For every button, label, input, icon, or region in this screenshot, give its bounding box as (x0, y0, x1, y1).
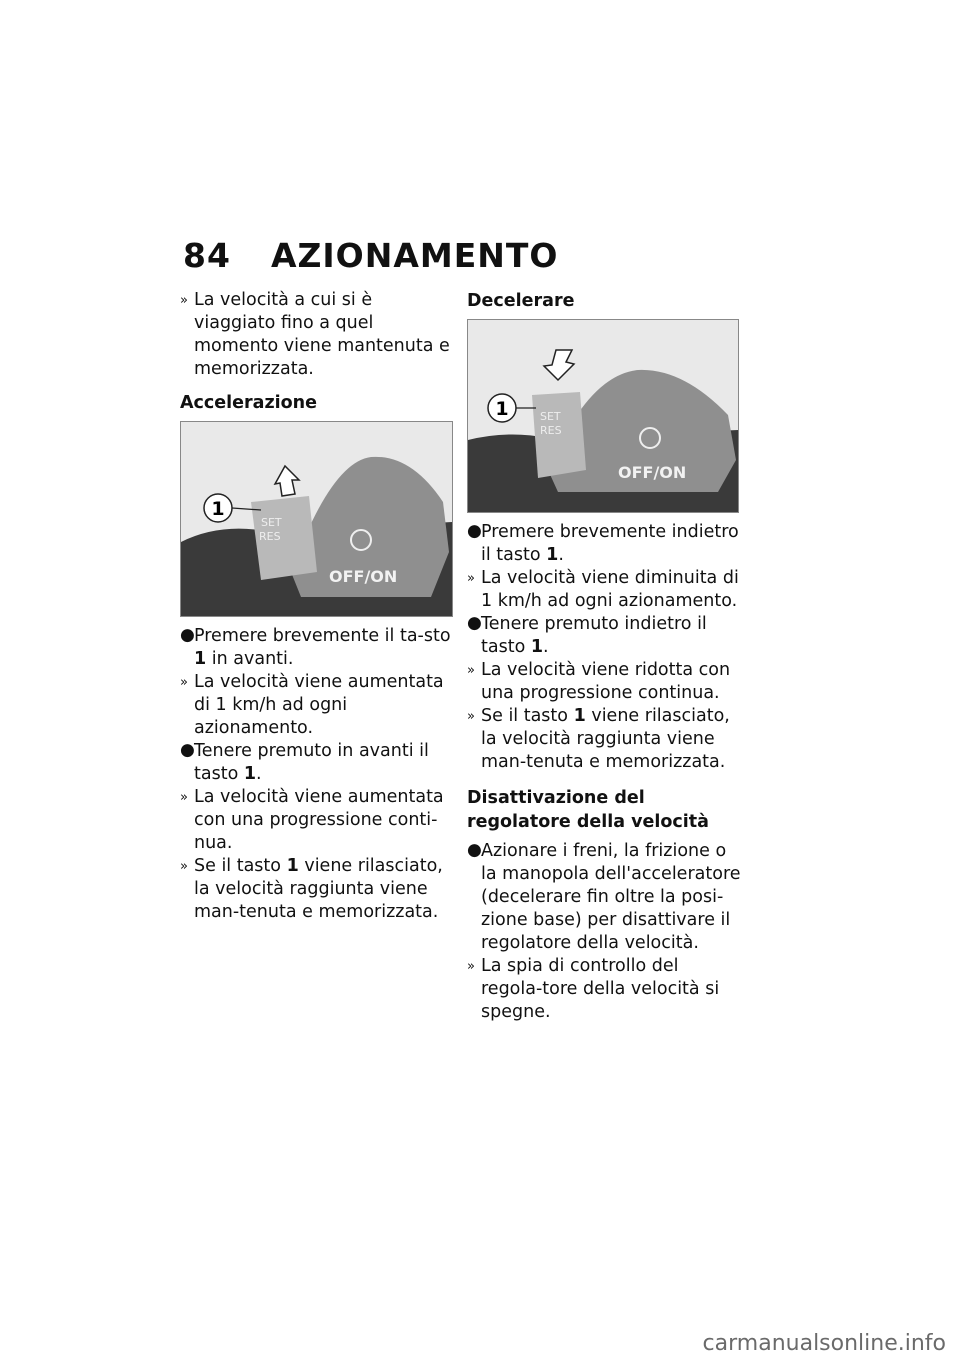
offon-label: OFF/ON (329, 567, 398, 586)
bullet-marker: ● (180, 625, 195, 645)
result-item (467, 705, 742, 774)
key-label-res: RES (259, 530, 281, 543)
watermark: carmanualsonline.info (702, 1331, 946, 1356)
step-text: Tenere premuto indietro il tasto (481, 614, 707, 657)
result-text: Se il tasto (481, 706, 568, 726)
result-text: La velocità viene diminuita di 1 km/h ad ogni azionamento. (481, 568, 739, 611)
result-text: La velocità viene ridotta con una progressione continua. (481, 660, 731, 703)
result-item (180, 289, 455, 381)
result-text: La velocità viene aumentata di 1 km/h ad ogni azionamento. (194, 672, 444, 738)
callout-number: 1 (495, 398, 509, 420)
result-text: viene rilasciato, la velocità raggiunta viene man-tenuta e memorizzata. (194, 856, 443, 922)
key-ref: 1 (573, 706, 586, 726)
page-header (183, 236, 558, 275)
result-item (467, 567, 742, 613)
result-item (180, 786, 455, 855)
step-item (467, 840, 742, 955)
result-item (467, 659, 742, 705)
heading-acceleration: Accelerazione (180, 393, 318, 413)
heading-deactivation: Disattivazione del regolatore della velocità (467, 788, 709, 832)
step-text: . (543, 637, 549, 657)
step-item (467, 613, 742, 659)
offon-label: OFF/ON (618, 463, 687, 482)
key-ref: 1 (546, 545, 559, 565)
left-column (180, 289, 455, 924)
step-item (180, 740, 455, 786)
result-item (180, 855, 455, 924)
section-title: AZIONAMENTO (270, 236, 559, 275)
step-text: Tenere premuto in avanti il tasto (194, 741, 429, 784)
key-label-set: SET (540, 410, 561, 423)
result-marker: » (180, 293, 188, 308)
result-marker: » (180, 790, 188, 805)
bullet-marker: ● (180, 740, 195, 760)
right-column (467, 289, 742, 1024)
step-text: in avanti. (211, 649, 294, 669)
result-text: La velocità a cui si è viaggiato fino a quel momento viene mantenuta e memorizzata. (194, 290, 450, 379)
result-item (467, 955, 742, 1024)
bullet-marker: ● (467, 840, 482, 860)
result-text: La velocità viene aumentata con una progressione conti-nua. (194, 787, 444, 853)
bullet-marker: ● (467, 521, 482, 541)
result-marker: » (467, 709, 475, 724)
key-label-res: RES (540, 424, 562, 437)
result-item (180, 671, 455, 740)
result-text: La spia di controllo del regola-tore della velocità si spegne. (481, 956, 720, 1022)
result-marker: » (180, 859, 188, 874)
step-text: Premere brevemente il ta-sto (194, 626, 451, 646)
result-marker: » (467, 959, 475, 974)
step-text: Premere brevemente indietro il tasto (481, 522, 739, 565)
bullet-marker: ● (467, 613, 482, 633)
page-number: 84 (183, 236, 231, 275)
step-item (467, 521, 742, 567)
key-ref: 1 (530, 637, 544, 657)
result-text: Se il tasto (194, 856, 281, 876)
key-ref: 1 (286, 856, 299, 876)
step-text: Azionare i freni, la frizione o la manopola dell'acceleratore (decelerare fin oltre la posi-zione base) per disattivare il regolatore della velocità. (481, 841, 741, 953)
step-item (180, 625, 455, 671)
key-label-set: SET (261, 516, 282, 529)
key-ref: 1 (243, 764, 257, 784)
step-text: . (256, 764, 262, 784)
figure-decelerate (467, 319, 739, 513)
result-marker: » (180, 675, 188, 690)
heading-decelerate: Decelerare (467, 291, 575, 311)
figure-accelerate (180, 421, 453, 617)
result-text: viene rilasciato, la velocità raggiunta viene man-tenuta e memorizzata. (481, 706, 730, 772)
result-marker: » (467, 663, 475, 678)
result-marker: » (467, 571, 475, 586)
key-ref: 1 (194, 649, 207, 669)
step-text: . (558, 545, 564, 565)
callout-number: 1 (211, 498, 225, 520)
